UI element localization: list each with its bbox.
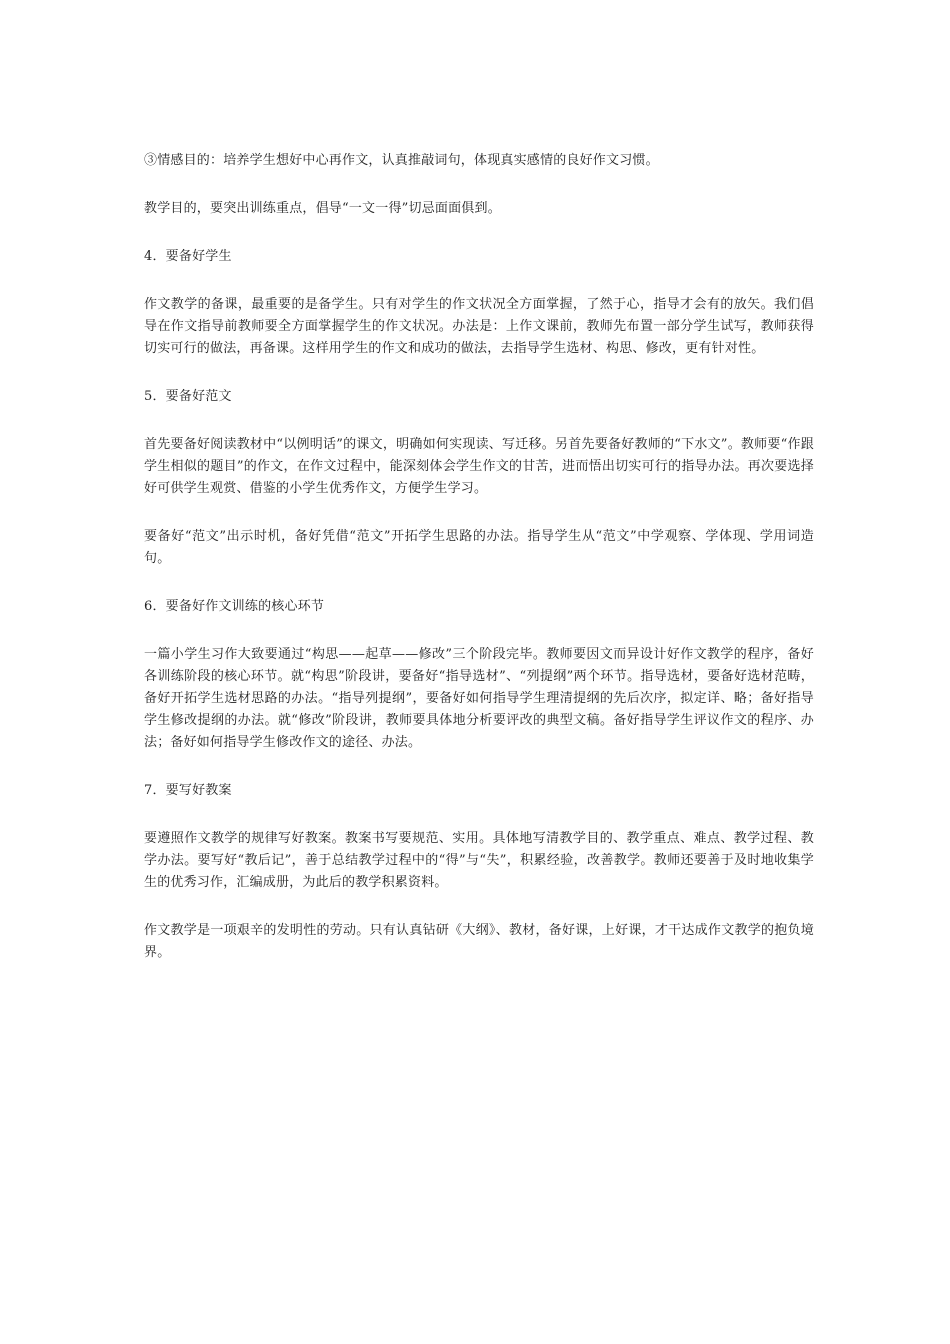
document-page <box>144 150 814 990</box>
section-heading-5: 5．要备好范文 <box>144 389 232 404</box>
paragraph-lesson-plan: 要遵照作文教学的规律写好教案。教案书写要规范、实用。具体地写清教学目的、教学重点、难点、教学过程、教学办法。要写好“教后记”，善于总结教学过程中的“得”与“失”，积累经验，改善教学。教师还要善于及时地收集学生的优秀习作，汇编成册，为此后的教学积累资料。 <box>144 831 814 890</box>
paragraph-core-steps: 一篇小学生习作大致要通过“构思——起草——修改”三个阶段完毕。教师要因文而异设计好作文教学的程序，备好各训练阶段的核心环节。就“构思”阶段讲，要备好“指导选材”、“列提纲”两个环节。指导选材，要备好选材范畴，备好开拓学生选材思路的办法。“指导列提纲”，要备好如何指导学生理清提纲的先后次序，拟定详、略；备好指导学生修改提纲的办法。就“修改”阶段讲，教师要具体地分析要评改的典型文稿。备好指导学生评议作文的程序、办法；备好如何指导学生修改作文的途径、办法。 <box>144 647 814 750</box>
section-heading-7: 7．要写好教案 <box>144 783 232 798</box>
section-heading-6: 6．要备好作文训练的核心环节 <box>144 599 325 614</box>
paragraph-conclusion: 作文教学是一项艰辛的发明性的劳动。只有认真钻研《大纲》、教材，备好课，上好课，才干达成作文教学的抱负境界。 <box>144 923 814 960</box>
paragraph-model-essays: 首先要备好阅读教材中“以例明话”的课文，明确如何实现读、写迁移。另首先要备好教师的“下水文”。教师要“作跟学生相似的题目”的作文，在作文过程中，能深刻体会学生作文的甘苦，进而悟出切实可行的指导办法。再次要选择好可供学生观赏、借鉴的小学生优秀作文，方便学生学习。 <box>144 437 814 496</box>
paragraph-model-timing: 要备好“范文”出示时机，备好凭借“范文”开拓学生思路的办法。指导学生从“范文”中学观察、学体现、学用词造句。 <box>144 529 814 566</box>
paragraph-emotion-goal: ③情感目的：培养学生想好中心再作文，认真推敲词句，体现真实感情的良好作文习惯。 <box>144 153 659 168</box>
paragraph-prepare-students: 作文教学的备课，最重要的是备学生。只有对学生的作文状况全方面掌握，了然于心，指导才会有的放矢。我们倡导在作文指导前教师要全方面掌握学生的作文状况。办法是：上作文课前，教师先布置一部分学生试写，教师获得切实可行的做法，再备课。这样用学生的作文和成功的做法，去指导学生选材、构思、修改，更有针对性。 <box>144 297 814 356</box>
section-heading-4: 4．要备好学生 <box>144 249 232 264</box>
paragraph-teaching-goal: 教学目的，要突出训练重点，倡导“一文一得”切忌面面俱到。 <box>144 201 501 216</box>
